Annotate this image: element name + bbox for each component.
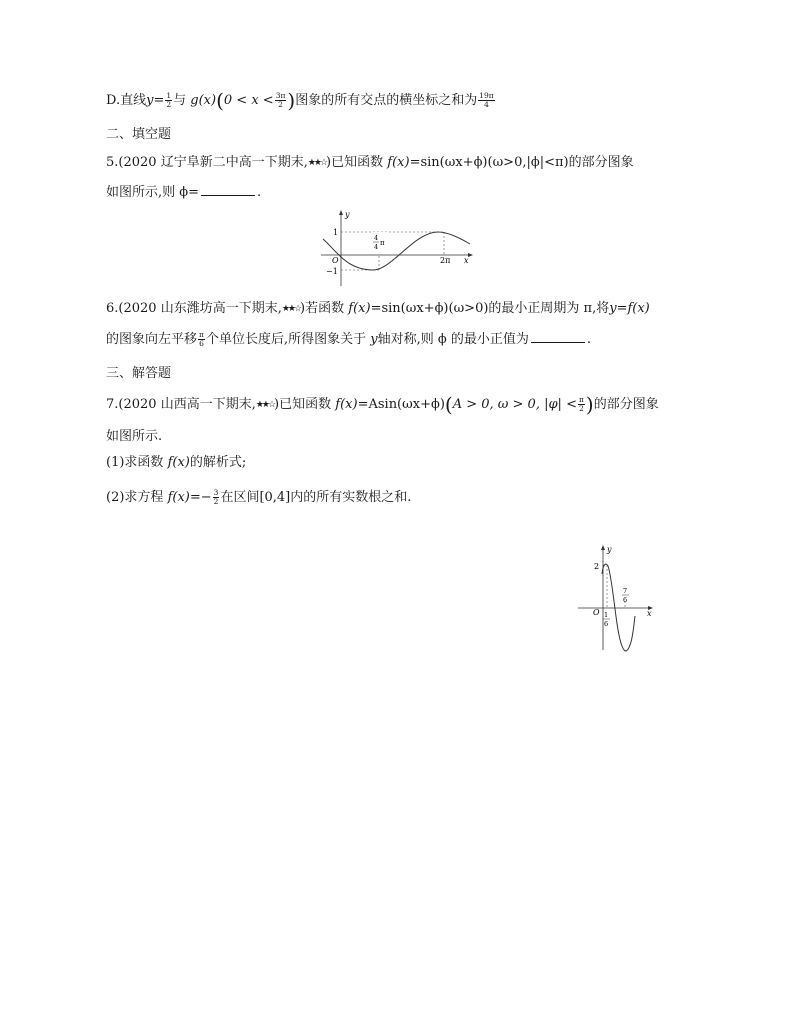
- q7-part1: (1)求函数 f(x)的解析式;: [106, 455, 247, 470]
- svg-text:1: 1: [604, 611, 609, 619]
- q7-function-graph: [576, 542, 658, 658]
- svg-text:4: 4: [374, 243, 379, 251]
- fraction-3-2: $\frac{3}{2}$: [213, 488, 219, 506]
- range-left: 0 < x <: [223, 93, 274, 108]
- q7-line2: 如图所示.: [106, 429, 163, 444]
- q7-part2: (2)求方程 f(x)=− $\frac{3}{2}$ 在区间[0,4]内的所有实数根之和.: [106, 488, 412, 506]
- q7-conditions: A > 0, ω > 0, |φ| <: [452, 397, 577, 412]
- q5-line2: 如图所示,则 ϕ= .: [106, 185, 262, 200]
- y-axis-label: y: [607, 545, 612, 554]
- y-tick-1: 1: [333, 228, 339, 237]
- option-d-text: 图象的所有交点的横坐标之和为: [295, 93, 478, 108]
- q7-line1: 7.(2020 山西高一下期末,★★☆)已知函数 f(x)=Asin(ωx+ϕ)(A > 0, ω > 0, |φ| < $\frac{\pi}{2}$ )的部分图象: [106, 392, 659, 417]
- q5-sine-graph: [318, 208, 478, 288]
- difficulty-stars-icon: ★★☆: [255, 400, 275, 410]
- y-eq: y=: [146, 93, 165, 108]
- option-d-label: D.直线: [106, 93, 147, 108]
- svg-text:4: 4: [374, 234, 379, 242]
- section-title-fill-blank: 二、填空题: [106, 127, 172, 142]
- y-axis-label: y: [345, 210, 350, 219]
- fraction-pi-6: $\frac{\pi}{6}$: [199, 330, 204, 348]
- difficulty-stars-icon: ★★☆: [281, 304, 301, 314]
- section-title-answer: 三、解答题: [106, 366, 172, 381]
- x-axis-arrow-icon: [468, 253, 473, 257]
- svg-text:6: 6: [623, 596, 628, 604]
- g-of-x: g(x): [190, 93, 217, 108]
- answer-blank[interactable]: [531, 331, 585, 343]
- svg-text:6: 6: [604, 620, 609, 628]
- answer-blank[interactable]: [201, 184, 255, 196]
- q5-expression: =sin(ωx+ϕ)(ω>0,|ϕ|<π)的部分图象: [409, 155, 634, 170]
- svg-text:7: 7: [623, 587, 628, 595]
- q5-line1: 5.(2020 辽宁阜新二中高一下期末,★★☆)已知函数 f(x)=sin(ωx+ϕ)(ω>0,|ϕ|<π)的部分图象: [106, 155, 634, 170]
- x-axis-label: x: [464, 256, 469, 265]
- fraction-19pi-4: $\frac{19\pi}{4}$: [479, 91, 494, 109]
- origin-label: O: [593, 608, 600, 617]
- y-axis-arrow-icon: [339, 210, 343, 215]
- x-axis-label: x: [647, 609, 652, 618]
- fraction-3pi-2: $\frac{3\pi}{2}$: [275, 91, 286, 109]
- y-tick-2: 2: [594, 562, 600, 571]
- q7-expression: =Asin(ωx+ϕ): [357, 397, 445, 412]
- fraction-pi-2: $\frac{\pi}{2}$: [578, 395, 584, 413]
- q6-line2: 的图象向左平移 $\frac{\pi}{6}$ 个单位长度后,所得图象关于 y轴对称,则 ϕ 的最小正值为 .: [106, 330, 591, 348]
- svg-text:π: π: [380, 239, 385, 247]
- y-tick-neg1: −1: [326, 267, 338, 276]
- y-axis-arrow-icon: [601, 545, 605, 550]
- difficulty-stars-icon: ★★☆: [307, 158, 327, 168]
- origin-label: O: [332, 256, 339, 265]
- option-d: D.直线y= $\frac{1}{2}$ 与 g(x)(0 < x < $\frac{3\pi}{2}$ )图象的所有交点的横坐标之和为 $\frac{19\pi}{4}$: [106, 88, 494, 113]
- q6-expression: =sin(ωx+ϕ)(ω>0)的最小正周期为 π,将: [370, 301, 610, 316]
- fraction-half: $\frac{1}{2}$: [166, 91, 172, 109]
- x-tick-2pi: 2π: [440, 256, 451, 265]
- q6-line1: 6.(2020 山东潍坊高一下期末,★★☆)若函数 f(x)=sin(ωx+ϕ)(ω>0)的最小正周期为 π,将y=f(x): [106, 301, 650, 316]
